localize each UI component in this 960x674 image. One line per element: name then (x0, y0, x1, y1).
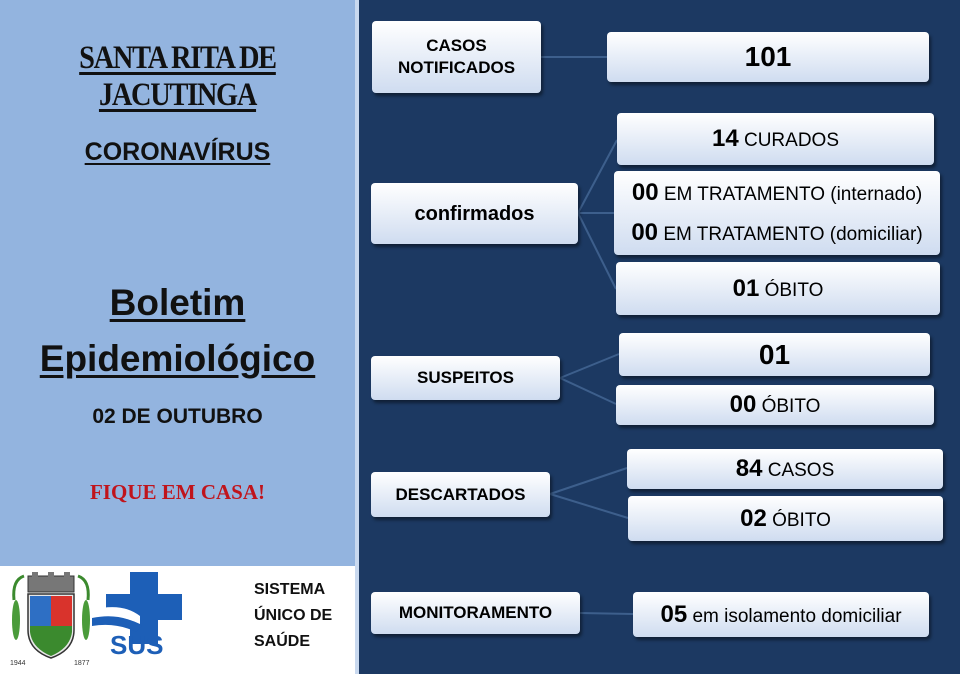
value-monitoramento (633, 592, 929, 637)
tratamento-internado-label: EM TRATAMENTO (internado) (663, 184, 923, 205)
monitoramento-label: em isolamento domiciliar (692, 605, 902, 627)
value-tratamento (614, 171, 940, 255)
descartados-obito-label: ÓBITO (772, 509, 831, 531)
tratamento-domiciliar-row (631, 219, 922, 247)
tratamento-internado-row (632, 179, 922, 207)
tratamento-domiciliar-label: EM TRATAMENTO (domiciliar) (663, 224, 923, 245)
category-monitoramento: MONITORAMENTO (371, 592, 580, 634)
value-descartados-obito (628, 496, 943, 541)
value-descartados (627, 449, 943, 489)
sus-caption-line3: SAÚDE (254, 633, 311, 650)
monitoramento-number: 05 (660, 600, 688, 628)
value-suspeitos-obito (616, 385, 934, 425)
sus-logo-text: SUS (110, 630, 164, 660)
suspeitos-obito-number: 00 (729, 391, 757, 418)
descartados-number: 84 (735, 455, 763, 482)
sus-caption-line2: ÚNICO DE (254, 607, 333, 624)
stay-home-slogan: FIQUE EM CASA! (89, 480, 265, 504)
value-confirmados-obito (616, 262, 940, 315)
descartados-obito-number: 02 (740, 504, 767, 532)
tratamento-domiciliar-number: 00 (631, 219, 659, 246)
value-suspeitos: 01 (619, 333, 930, 376)
svg-text:1944: 1944 (10, 660, 26, 667)
sus-caption-line1: SISTEMA (254, 581, 326, 598)
bulletin-title-line1: Boletim (109, 282, 246, 323)
notificados-label-line1: CASOS (426, 36, 487, 55)
city-title: SANTA RITA DE JACUTINGA (79, 40, 276, 113)
curados-number: 14 (712, 125, 739, 152)
value-curados (617, 113, 934, 165)
value-notificados: 101 (607, 32, 929, 82)
confirmados-obito-number: 01 (732, 274, 760, 302)
category-notificados (372, 21, 541, 93)
coronavirus-heading: CORONAVÍRUS (84, 138, 271, 166)
category-confirmados: confirmados (371, 183, 578, 244)
category-suspeitos: SUSPEITOS (371, 356, 560, 400)
suspeitos-obito-label: ÓBITO (761, 396, 821, 417)
bulletin-title-line2: Epidemiológico (39, 338, 316, 379)
tratamento-internado-number: 00 (631, 179, 659, 206)
descartados-label: CASOS (767, 460, 835, 481)
notificados-label-line2: NOTIFICADOS (397, 58, 516, 77)
confirmados-obito-label: ÓBITO (764, 279, 824, 301)
svg-text:1877: 1877 (74, 660, 90, 667)
bulletin-date: 02 DE OUTUBRO (92, 405, 263, 428)
category-descartados: DESCARTADOS (371, 472, 550, 517)
curados-label: CURADOS (743, 130, 839, 151)
